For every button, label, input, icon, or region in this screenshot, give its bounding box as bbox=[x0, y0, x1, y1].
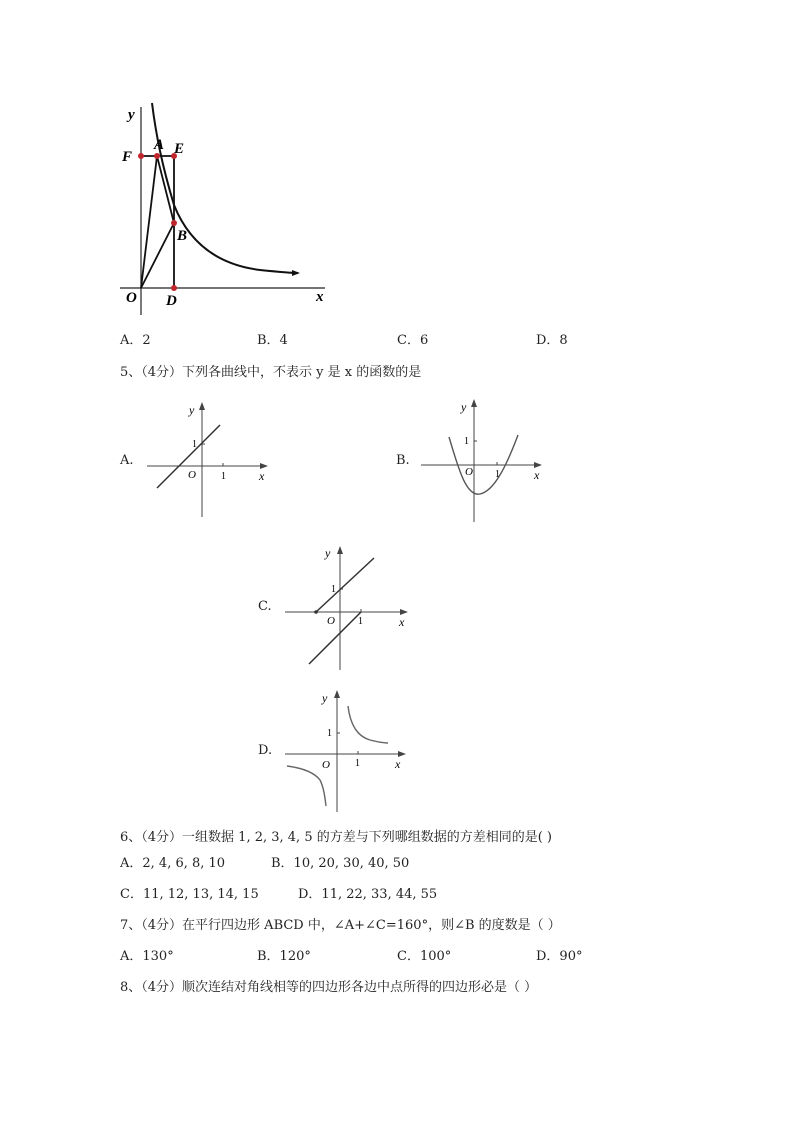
q4-label-o: O bbox=[126, 290, 137, 306]
q4-point-b bbox=[171, 220, 177, 226]
q5-option-a-label[interactable]: A. bbox=[120, 453, 134, 468]
q5c-one-y: 1 bbox=[331, 584, 336, 595]
q6-option-d[interactable]: D．11, 22, 33, 44, 55 bbox=[298, 887, 438, 902]
q4-curve-arrow bbox=[292, 270, 300, 276]
q7-option-d[interactable]: D．90° bbox=[536, 949, 583, 964]
q7-option-a[interactable]: A．130° bbox=[120, 949, 174, 964]
q5-graph-a bbox=[142, 400, 272, 520]
q5c-x: x bbox=[399, 615, 405, 629]
q4-label-a: A bbox=[154, 137, 165, 153]
q5a-one-y: 1 bbox=[192, 439, 197, 450]
q5c-o: O bbox=[327, 615, 335, 627]
q6-option-b[interactable]: B．10, 20, 30, 40, 50 bbox=[271, 856, 410, 871]
q5-graph-b bbox=[416, 397, 546, 525]
q4-figure bbox=[110, 95, 340, 320]
q5b-x: x bbox=[534, 468, 540, 482]
q4-option-c[interactable]: C．6 bbox=[397, 333, 429, 348]
q4-segment-oa bbox=[141, 156, 157, 288]
q5a-one-x: 1 bbox=[221, 471, 226, 482]
q5-graph-d bbox=[282, 688, 412, 816]
q4-label-d: D bbox=[166, 293, 177, 309]
q4-option-b[interactable]: B．4 bbox=[257, 333, 288, 348]
q6-option-c[interactable]: C．11, 12, 13, 14, 15 bbox=[120, 887, 259, 902]
q7-option-c[interactable]: C．100° bbox=[397, 949, 452, 964]
q5d-x: x bbox=[395, 757, 401, 771]
q7-option-b[interactable]: B．120° bbox=[257, 949, 311, 964]
q5c-y: y bbox=[325, 546, 331, 560]
q5b-one-y: 1 bbox=[464, 436, 469, 447]
q4-option-d[interactable]: D．8 bbox=[536, 333, 568, 348]
q5-option-d-label[interactable]: D. bbox=[258, 743, 273, 758]
q5b-o: O bbox=[465, 466, 473, 478]
q4-label-y: y bbox=[128, 107, 135, 123]
q5b-y: y bbox=[461, 400, 467, 414]
q4-label-f: F bbox=[122, 149, 133, 165]
q6-stem: 6、（4分）一组数据 1, 2, 3, 4, 5 的方差与下列哪组数据的方差相同的是( ) bbox=[120, 830, 552, 845]
q5c-one-x: 1 bbox=[358, 616, 363, 627]
q4-point-f bbox=[138, 153, 144, 159]
q5a-x: x bbox=[259, 469, 265, 483]
q5-option-c-label[interactable]: C. bbox=[258, 599, 272, 614]
q4-label-x: x bbox=[316, 289, 324, 305]
q5-stem: 5、（4分）下列各曲线中，不表示 y 是 x 的函数的是 bbox=[120, 365, 422, 380]
q5d-y: y bbox=[322, 691, 328, 705]
q4-option-a[interactable]: A．2 bbox=[120, 333, 151, 348]
q4-label-e: E bbox=[174, 141, 185, 157]
q4-point-a bbox=[154, 153, 160, 159]
q4-segment-ob bbox=[141, 223, 174, 288]
q5d-o: O bbox=[322, 759, 330, 771]
q5d-one-x: 1 bbox=[355, 758, 360, 769]
q4-point-d bbox=[171, 285, 177, 291]
q5b-one-x: 1 bbox=[495, 469, 500, 480]
q5-option-b-label[interactable]: B. bbox=[396, 453, 410, 468]
q5a-y: y bbox=[189, 403, 195, 417]
q5a-o: O bbox=[188, 469, 196, 481]
q4-segment-ab bbox=[157, 156, 174, 223]
q8-stem: 8、（4分）顺次连结对角线相等的四边形各边中点所得的四边形必是（ ） bbox=[120, 980, 538, 995]
q6-option-a[interactable]: A．2, 4, 6, 8, 10 bbox=[120, 856, 226, 871]
q4-label-b: B bbox=[177, 228, 188, 244]
q7-stem: 7、（4分）在平行四边形 ABCD 中，∠A+∠C=160°，则∠B 的度数是（ ） bbox=[120, 918, 561, 933]
q5-graph-c bbox=[282, 544, 412, 672]
q5d-one-y: 1 bbox=[327, 728, 332, 739]
